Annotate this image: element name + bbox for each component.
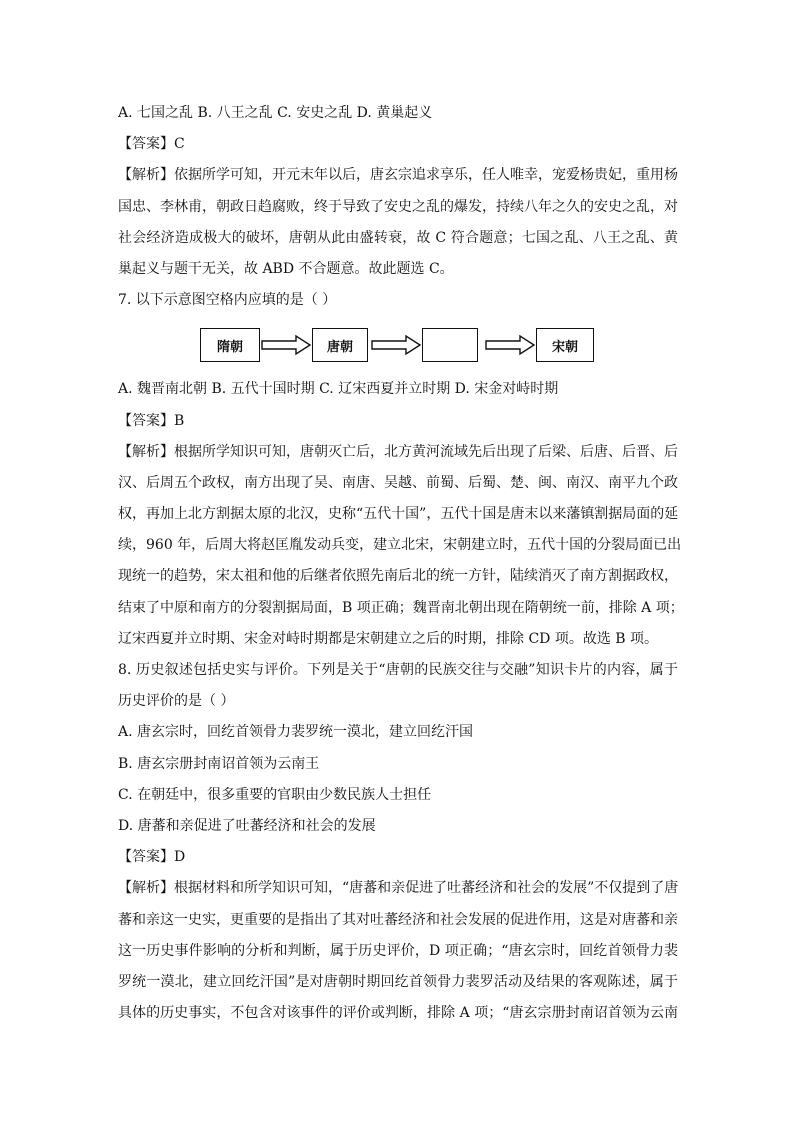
q8-analysis-line-4: 罗统一漠北，建立回纥汗国”是对唐朝时期回纥首领骨力裴罗活动及结果的客观陈述，属于 [118,973,678,990]
q8-analysis-line-3: 这一历史事件影响的分析和判断，属于历史评价，D 项正确；“唐玄宗时，回纥首领骨力裴 [118,942,678,959]
q8-answer: 【答案】D [118,849,186,866]
q8-question-line-1: 8. 历史叙述包括史实与评价。下列是关于“唐朝的民族交往与交融”知识卡片的内容，属于 [118,662,678,678]
q8-option-d: D. 唐蕃和亲促进了吐蕃经济和社会的发展 [118,817,376,834]
q7-analysis-line-6: 结束了中原和南方的分裂割据局面，B 项正确；魏晋南北朝出现在隋朝统一前，排除 A 项； [118,599,684,616]
q8-option-b: B. 唐玄宗册封南诏首领为云南王 [118,755,320,772]
q7-analysis-line-1: 【解析】根据所学知识可知，唐朝灭亡后，北方黄河流域先后出现了后梁、后唐、后晋、后 [118,443,678,460]
q6-options: A. 七国之乱 B. 八王之乱 C. 安史之乱 D. 黄巢起义 [118,105,433,121]
q6-analysis-line-3: 社会经济造成极大的破坏，唐朝从此由盛转衰，故 C 符合题意；七国之乱、八王之乱、黄 [118,229,678,246]
q7-analysis-line-3: 权，再加上北方割据太原的北汉，史称“五代十国”，五代十国是唐末以来藩镇割据局面的延 [118,506,679,523]
q6-analysis-line-4: 巢起义与题干无关，故 ABD 不合题意。故此题选 C。 [118,260,454,277]
q7-analysis-line-5: 现统一的趋势，宋太祖和他的后继者依照先南后北的统一方针，陆续消灭了南方割据政权， [118,568,678,585]
arrow-right-icon [484,334,536,356]
q8-option-a: A. 唐玄宗时，回纥首领骨力裴罗统一漠北，建立回纥汗国 [118,724,474,741]
q7-answer: 【答案】B [118,412,185,429]
q8-analysis-line-5: 具体的历史事实，不包含对该事件的评价或判断，排除 A 项；“唐玄宗册封南诏首领为云南 [118,1005,678,1022]
q8-option-c: C. 在朝廷中，很多重要的官职由少数民族人士担任 [118,786,432,803]
q6-analysis-line-2: 国忠、李林甫，朝政日趋腐败，终于导致了安史之乱的爆发，持续八年之久的安史之乱，对 [118,198,678,215]
q7-analysis-line-4: 续，960 年，后周大将赵匡胤发动兵变，建立北宋，宋朝建立时，五代十国的分裂局面已出 [118,537,682,554]
arrow-right-icon [260,334,312,356]
diagram-box-song: 宋朝 [536,328,594,362]
q8-question-line-2: 历史评价的是（ ） [118,693,235,710]
q7-analysis-line-2: 汉、后周五个政权，南方出现了吴、南唐、吴越、前蜀、后蜀、楚、闽、南汉、南平九个政 [118,474,678,491]
document-page [118,98,684,1029]
dynasty-flow-diagram [118,316,678,374]
q8-analysis-line-1: 【解析】根据材料和所学知识可知，“唐蕃和亲促进了吐蕃经济和社会的发展”不仅提到了唐 [118,880,679,897]
q7-question: 7. 以下示意图空格内应填的是（ ） [118,292,337,309]
q7-analysis-line-7: 辽宋西夏并立时期、宋金对峙时期都是宋朝建立之后的时期，排除 CD 项。故选 B 项。 [118,630,659,647]
q6-analysis-line-1: 【解析】依据所学可知，开元末年以后，唐玄宗追求享乐，任人唯幸，宠爱杨贵妃，重用杨 [118,167,678,184]
q7-options: A. 魏晋南北朝 B. 五代十国时期 C. 辽宋西夏并立时期 D. 宋金对峙时期 [118,381,559,398]
diagram-box-tang: 唐朝 [312,328,368,362]
diagram-box-sui: 隋朝 [200,328,260,362]
q6-answer: 【答案】C [118,136,185,153]
q8-analysis-line-2: 蕃和亲这一史实，更重要的是指出了其对吐蕃经济和社会发展的促进作用，这是对唐蕃和亲 [118,911,678,928]
arrow-right-icon [370,334,422,356]
diagram-box-blank [422,328,478,362]
